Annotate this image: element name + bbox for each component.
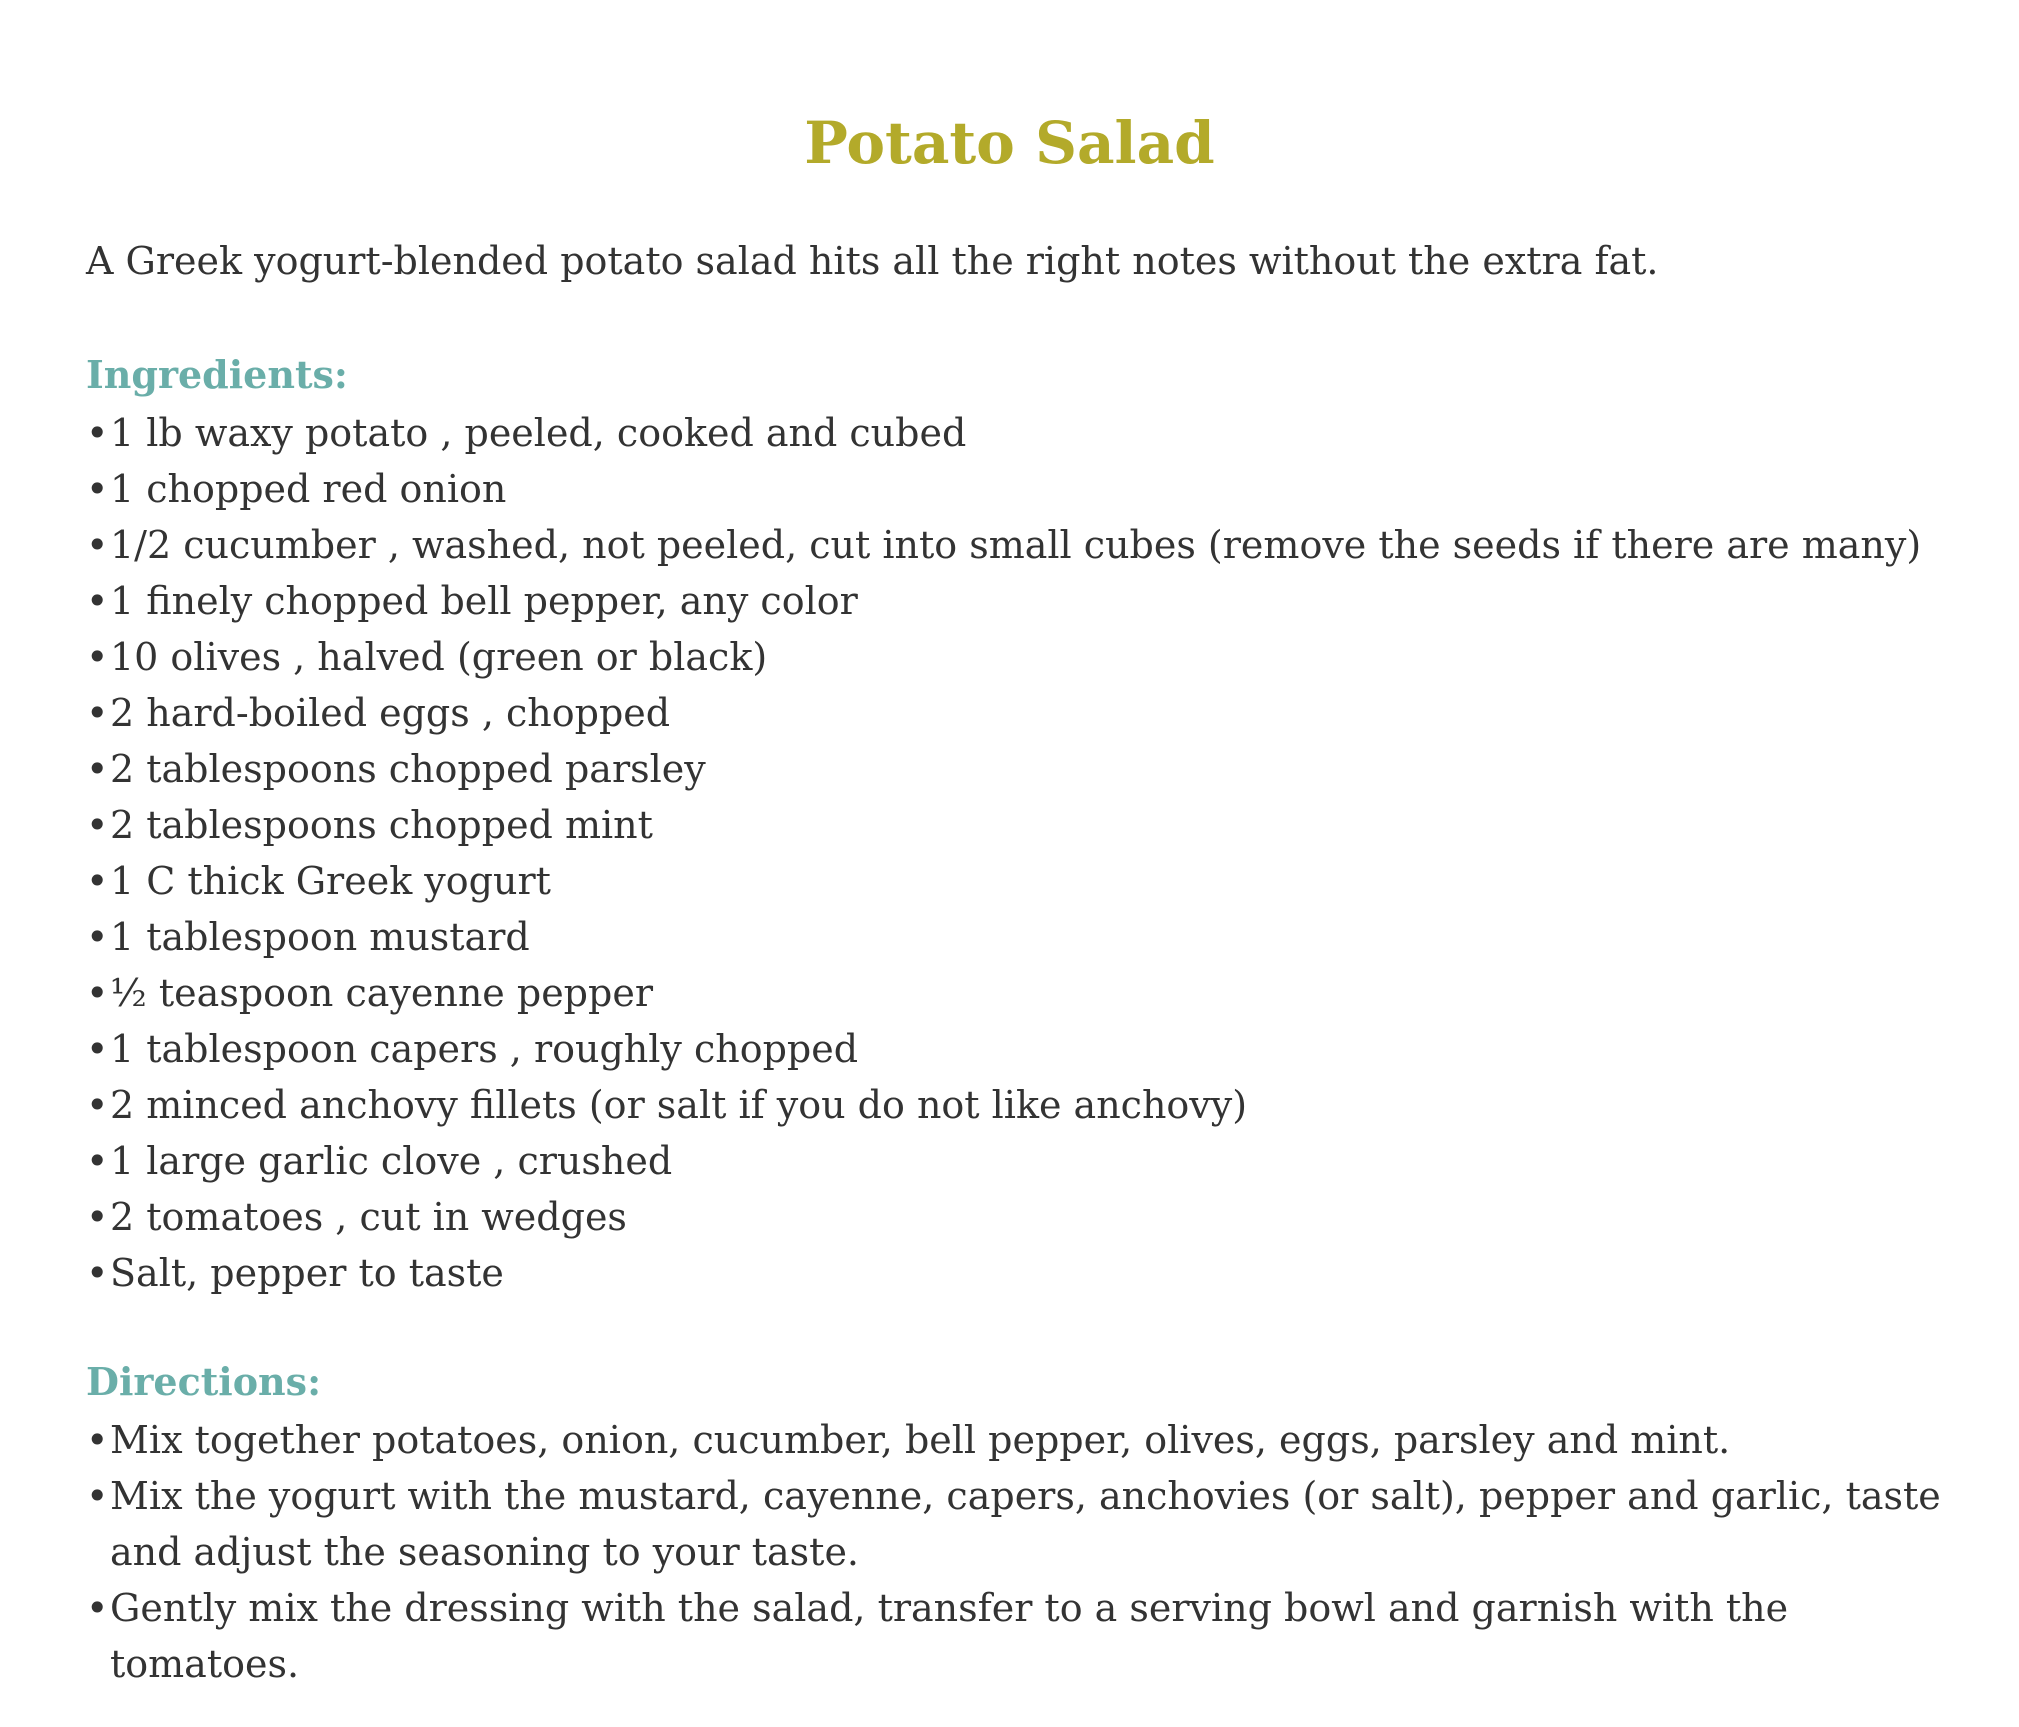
ingredient-item xyxy=(86,909,1946,965)
ingredient-item xyxy=(86,629,1946,685)
ingredient-text: 10 olives , halved (green or black) xyxy=(110,635,768,679)
ingredient-item xyxy=(86,1189,1946,1245)
bullet-icon: • xyxy=(86,523,109,567)
direction-text: Mix the yogurt with the mustard, cayenne, capers, anchovies (or salt), pepper and garlic, taste and adjust the seasoning to your taste. xyxy=(110,1474,1941,1574)
ingredients-heading: Ingredients: xyxy=(86,352,348,397)
bullet-icon: • xyxy=(86,1027,109,1071)
ingredient-item xyxy=(86,741,1946,797)
direction-step xyxy=(86,1580,1946,1692)
ingredient-text: ½ teaspoon cayenne pepper xyxy=(110,971,653,1015)
ingredient-text: 1/2 cucumber , washed, not peeled, cut into small cubes (remove the seeds if there are many) xyxy=(110,523,1922,567)
ingredient-item xyxy=(86,573,1946,629)
direction-step xyxy=(86,1468,1946,1580)
directions-list xyxy=(86,1412,1946,1692)
bullet-icon: • xyxy=(86,1139,109,1183)
bullet-icon: • xyxy=(86,411,109,455)
ingredient-item xyxy=(86,405,1946,461)
ingredient-item xyxy=(86,517,1946,573)
bullet-icon: • xyxy=(86,635,109,679)
ingredients-list xyxy=(86,405,1946,1301)
direction-step xyxy=(86,1412,1946,1468)
ingredient-text: 1 tablespoon capers , roughly chopped xyxy=(110,1027,859,1071)
ingredient-text: 1 C thick Greek yogurt xyxy=(110,859,551,903)
directions-heading: Directions: xyxy=(86,1359,322,1404)
ingredient-text: Salt, pepper to taste xyxy=(110,1251,504,1295)
ingredient-item xyxy=(86,853,1946,909)
direction-text: Mix together potatoes, onion, cucumber, bell pepper, olives, eggs, parsley and mint. xyxy=(110,1418,1731,1462)
ingredient-text: 2 hard-boiled eggs , chopped xyxy=(110,691,671,735)
bullet-icon: • xyxy=(86,1251,109,1295)
ingredient-text: 2 minced anchovy fillets (or salt if you do not like anchovy) xyxy=(110,1083,1248,1127)
recipe-title: Potato Salad xyxy=(804,109,1215,177)
bullet-icon: • xyxy=(86,1195,109,1239)
ingredient-item xyxy=(86,1133,1946,1189)
bullet-icon: • xyxy=(86,747,109,791)
direction-text: Gently mix the dressing with the salad, transfer to a serving bowl and garnish with the tomatoes. xyxy=(110,1586,1789,1686)
ingredient-text: 1 tablespoon mustard xyxy=(110,915,530,959)
bullet-icon: • xyxy=(86,803,109,847)
ingredient-item xyxy=(86,461,1946,517)
ingredient-item xyxy=(86,685,1946,741)
bullet-icon: • xyxy=(86,971,109,1015)
ingredient-text: 1 lb waxy potato , peeled, cooked and cubed xyxy=(110,411,967,455)
ingredient-item xyxy=(86,1077,1946,1133)
bullet-icon: • xyxy=(86,1418,109,1462)
ingredient-item xyxy=(86,965,1946,1021)
ingredient-item xyxy=(86,797,1946,853)
ingredient-text: 2 tablespoons chopped parsley xyxy=(110,747,706,791)
ingredient-text: 1 large garlic clove , crushed xyxy=(110,1139,673,1183)
recipe-intro: A Greek yogurt-blended potato salad hits all the right notes without the extra fat. xyxy=(86,239,1659,283)
bullet-icon: • xyxy=(86,1586,109,1630)
bullet-icon: • xyxy=(86,691,109,735)
ingredient-text: 1 chopped red onion xyxy=(110,467,507,511)
ingredient-text: 2 tablespoons chopped mint xyxy=(110,803,653,847)
bullet-icon: • xyxy=(86,859,109,903)
ingredient-text: 1 finely chopped bell pepper, any color xyxy=(110,579,858,623)
bullet-icon: • xyxy=(86,467,109,511)
bullet-icon: • xyxy=(86,1083,109,1127)
ingredient-item xyxy=(86,1021,1946,1077)
bullet-icon: • xyxy=(86,579,109,623)
bullet-icon: • xyxy=(86,1474,109,1518)
bullet-icon: • xyxy=(86,915,109,959)
ingredient-item xyxy=(86,1245,1946,1301)
ingredient-text: 2 tomatoes , cut in wedges xyxy=(110,1195,627,1239)
